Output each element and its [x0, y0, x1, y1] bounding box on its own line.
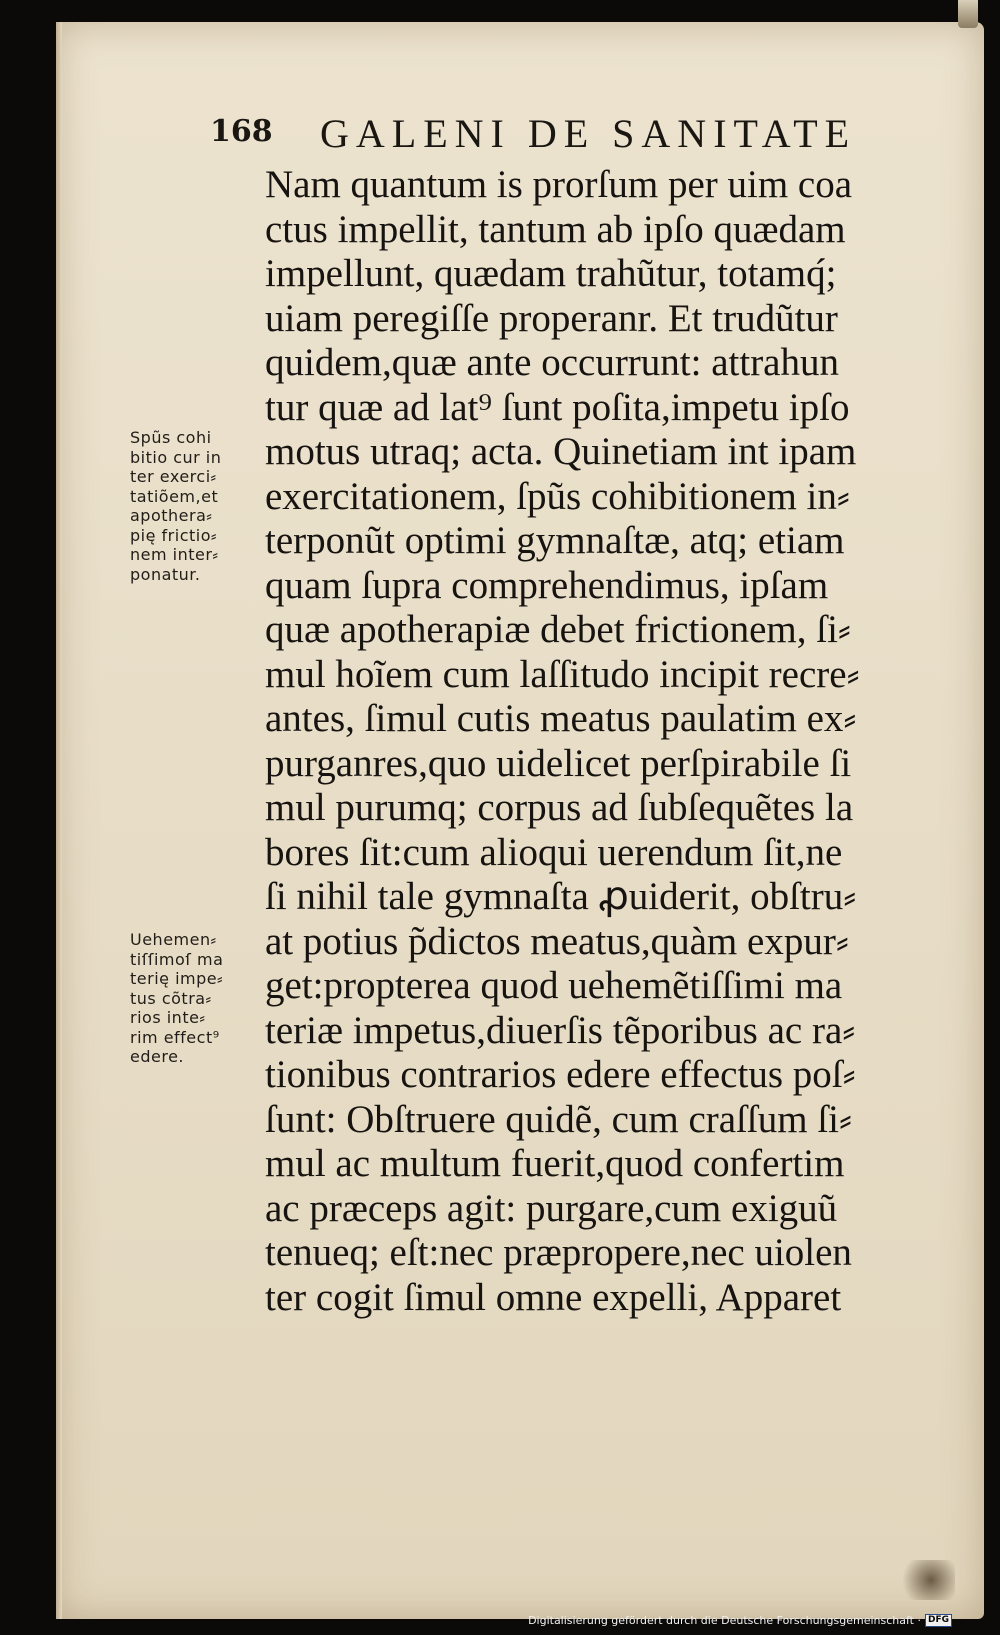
marginal-line: bitio cur in	[130, 447, 222, 467]
marginal-note-2	[130, 930, 265, 1067]
text-line: ſi nihil tale gymnaſta ꝓuiderit, obſtru⸗	[265, 875, 857, 918]
text-line: mul hoĩem cum laſſitudo incipit recre⸗	[265, 652, 860, 696]
marginal-line: Uehemen⸗	[130, 930, 217, 949]
body-text	[265, 163, 925, 1320]
text-line: ter cogit ſimul omne expelli, Apparet	[265, 1275, 842, 1319]
marginal-line: tiſſimoſ ma	[130, 949, 224, 969]
text-line: purganres,quo uidelicet perſpirabile ſi	[265, 741, 852, 785]
text-line: teriæ impetus,diuerſis tẽporibus ac ra⸗	[265, 1008, 856, 1052]
marginal-line: rim effect⁹	[130, 1027, 220, 1047]
text-line: ctus impellit, tantum ab ipſo quædam	[265, 207, 846, 251]
page-number: 168	[210, 114, 273, 149]
text-line: tenueq; eſt:nec præpropere,nec uiolen	[265, 1231, 852, 1274]
marginal-line: edere.	[130, 1047, 184, 1066]
marginal-line: Spũs cohi	[130, 428, 212, 447]
marginal-line: ter exerci⸗	[130, 467, 217, 486]
text-line: motus utraq; acta. Quinetiam int ipam	[265, 430, 857, 473]
text-line: impellunt, quædam trahũtur, totamq́;	[265, 252, 837, 295]
text-line: bores ſit:cum alioqui uerendum ſit,ne	[265, 830, 843, 874]
text-line: ſunt: Obſtruere quidẽ, cum craſſum ſi⸗	[265, 1097, 852, 1141]
marginal-line: tatiõem,et	[130, 486, 219, 506]
text-line: exercitationem, ſpũs cohibitionem in⸗	[265, 474, 850, 518]
page-corner-top	[958, 0, 978, 28]
marginal-line: pię frictio⸗	[130, 525, 217, 545]
text-line: terponũt optimi gymnaſtæ, atq; etiam	[265, 519, 845, 562]
marginal-line: apothera⸗	[130, 506, 213, 525]
text-line: quæ apotherapiæ debet frictionem, ſi⸗	[265, 608, 851, 651]
text-line: mul purumq; corpus ad ſubſequẽtes la	[265, 786, 854, 829]
text-line: mul ac multum fuerit,quod confertim	[265, 1142, 845, 1185]
page-header	[210, 110, 890, 160]
text-line: get:propterea quod uehemẽtiſſimi ma	[265, 964, 843, 1007]
marginal-line: tus cõtra⸗	[130, 988, 212, 1008]
page-corner-stain	[895, 1560, 955, 1600]
page-edge	[56, 22, 62, 1619]
text-line: uiam peregiſſe properanr. Et trudũtur	[265, 296, 838, 340]
marginal-line: nem inter⸗	[130, 545, 219, 564]
marginal-line: rios inte⸗	[130, 1008, 206, 1027]
text-line: quidem,quæ ante occurrunt: attrahun	[265, 341, 839, 384]
marginal-line: ponatur.	[130, 564, 201, 584]
text-line: at potius p̃dictos meatus,quàm expur⸗	[265, 919, 849, 963]
text-line: antes, ſimul cutis meatus paulatim ex⸗	[265, 697, 857, 740]
marginal-note-1	[130, 428, 265, 584]
credit-text: Digitalisierung gefördert durch die Deutsche Forschungsgemeinschaft ·	[528, 1614, 921, 1627]
digitization-credit	[528, 1614, 952, 1627]
marginal-line: terię impe⸗	[130, 969, 223, 988]
text-line: ac præceps agit: purgare,cum exiguũ	[265, 1186, 838, 1230]
text-line: tur quæ ad lat⁹ ſunt poſita,impetu ipſo	[265, 385, 850, 429]
text-line: tionibus contrarios edere effectus poſ⸗	[265, 1053, 856, 1096]
text-line: quam ſupra comprehendimus, ipſam	[265, 563, 829, 607]
text-line: Nam quantum is prorſum per uim coa	[265, 163, 853, 206]
running-title: GALENI DE SANITATE	[320, 111, 857, 156]
dfg-logo: DFG	[925, 1614, 952, 1627]
